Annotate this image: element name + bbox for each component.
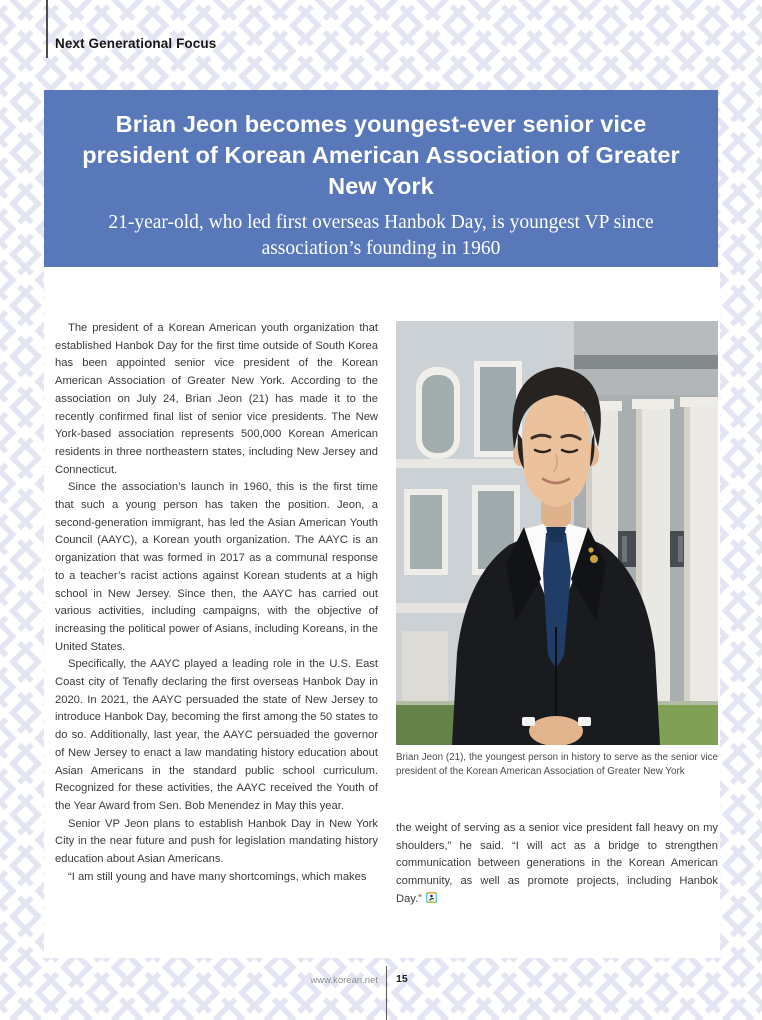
footer-page-number: 15 [396, 973, 408, 985]
headline-banner [44, 90, 718, 267]
article-subtitle: 21-year-old, who led first overseas Hanbok Day, is youngest VP since association’s founding in 1960 [108, 212, 654, 259]
koreannet-endmark-icon [426, 892, 437, 903]
article-right-column [396, 820, 718, 909]
section-label: Next Generational Focus [55, 36, 217, 51]
header-vertical-rule [46, 0, 48, 58]
paragraph: The president of a Korean American youth organization that established Hanbok Day for the first time outside of South Korea has been appointed senior vice president of the Korean American Association of Greater New York. According to the association on July 24, Brian Jeon (21) has made it to the recently confirmed final list of senior vice presidents. The New York-based association represents 500,000 Korean American residents in three northeastern states, including New Jersey and Connecticut. [55, 322, 378, 476]
article-left-column [55, 320, 378, 887]
paragraph: Since the association’s launch in 1960, this is the first time that such a young person has taken the position. Jeon, a second-generation immigrant, has led the Asian American Youth Council (AAYC), a Korean youth organization. The AAYC is an organization that was formed in 2017 as a communal response to a teacher’s racist actions against Korean students at a high school in New Jersey. Since then, the AAYC has carried out various activities, including campaigns, with the objective of increasing the political power of Asians, including Koreans, in the United States. [55, 481, 378, 653]
photo-caption: Brian Jeon (21), the youngest person in history to serve as the senior vice president of the Korean American Association of Greater New York [396, 752, 718, 777]
paragraph: the weight of serving as a senior vice president fall heavy on my shoulders,” he said. “I will act as a bridge to strengthen communication between generations in the Korean American community, as well as promote projects, including Hanbok Day.” [396, 822, 718, 905]
footer-website: www.korean.net [310, 975, 378, 986]
paragraph: “I am still young and have many shortcomings, which makes [68, 870, 367, 883]
article-photo [396, 321, 718, 745]
portrait-photo-illustration [396, 321, 718, 745]
paragraph: Specifically, the AAYC played a leading role in the U.S. East Coast city of Tenafly declaring the first overseas Hanbok Day in 2020. In 2021, the AAYC persuaded the state of New Jersey to introduce Hanbok Day, becoming the first among the 50 states to do so. Additionally, last year, the AAYC persuaded the governor of New Jersey to enact a law mandating history education about Asian Americans in the standard public school curriculum. Recognized for these activities, the AAYC received the Youth of the Year Award from Sen. Bob Menendez in May this year. [55, 658, 378, 812]
paragraph: Senior VP Jeon plans to establish Hanbok Day in New York City in the near future and push for legislation mandating history education about Asian Americans. [55, 817, 378, 866]
footer-divider-rule [386, 966, 387, 1020]
article-title: Brian Jeon becomes youngest-ever senior vice president of Korean American Association of Greater New York [82, 111, 680, 199]
